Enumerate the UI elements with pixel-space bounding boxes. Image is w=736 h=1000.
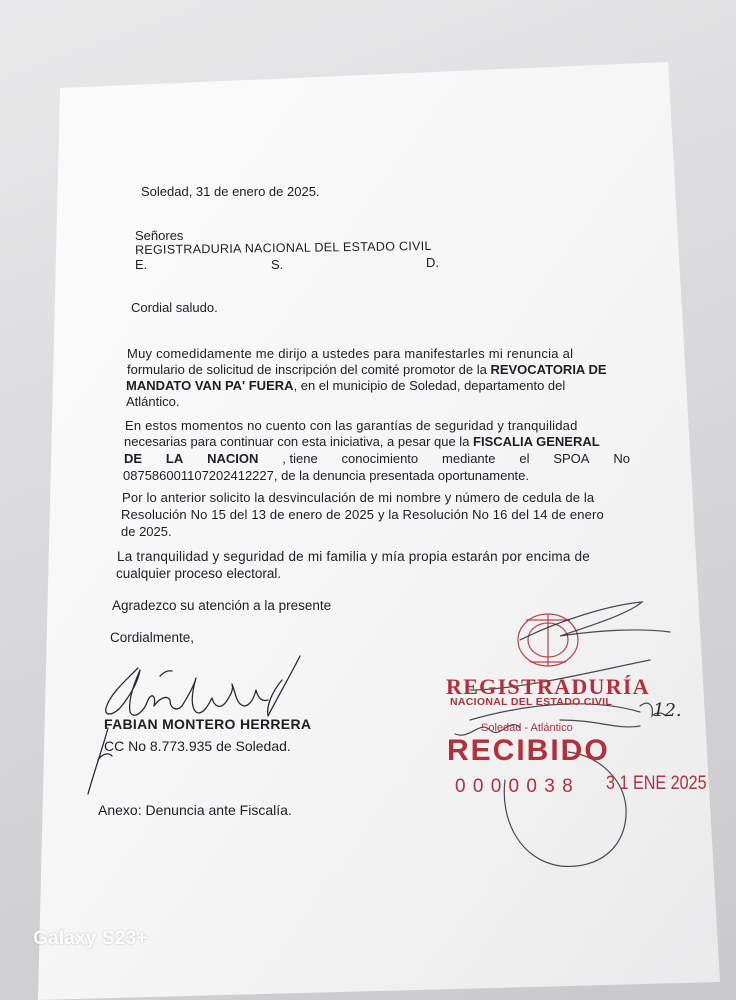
recipient-d: D. — [426, 255, 439, 270]
p2-word-el: el — [519, 451, 530, 466]
stamp-date: 3 1 ENE 2025 — [606, 773, 707, 794]
p3-line-2: Resolución No 15 del 13 de enero de 2025 y la Resolución No 16 del 14 de enero — [121, 507, 604, 522]
p1-line-2-bold: REVOCATORIA DE — [490, 362, 607, 377]
camera-watermark: Galaxy S23+ — [33, 928, 148, 949]
stamp-line-2: NACIONAL DEL ESTADO CIVIL — [450, 696, 613, 708]
p2-word-tiene: , tiene — [282, 451, 318, 466]
p2-word-de: DE — [124, 451, 143, 466]
recipient-salutation: Señores — [135, 228, 184, 243]
recipient-s: S. — [271, 257, 284, 272]
p2-line-2-text: necesarias para continuar con esta iniciativa, a pesar que la — [124, 434, 474, 449]
p1-line-3-bold: MANDATO VAN PA' FUERA — [126, 378, 294, 393]
closing-line: Cordialmente, — [110, 630, 195, 645]
p2-word-conocimiento: conocimiento — [341, 451, 419, 466]
p2-line-2-bold: FISCALIA GENERAL — [473, 434, 600, 449]
p4-line-1: La tranquilidad y seguridad de mi familia y mía propia estarán por encima de — [117, 549, 590, 564]
p2-word-la: LA — [165, 451, 184, 466]
p3-line-1: Por lo anterior solicito la desvinculación de mi nombre y número de cedula de la — [122, 490, 595, 505]
letter-date: Soledad, 31 de enero de 2025. — [141, 184, 320, 199]
stamp-number: 0 0 0 0 0 3 8 — [455, 776, 574, 797]
p2-word-mediante: mediante — [442, 451, 496, 466]
p3-line-3: de 2025. — [121, 524, 172, 539]
stamp-org: REGISTRADURÍA — [446, 674, 650, 699]
annex-line: Anexo: Denuncia ante Fiscalía. — [98, 802, 292, 818]
p4-line-2: cualquier proceso electoral. — [116, 566, 282, 581]
stamp-handwritten-note: 12. — [653, 700, 682, 721]
p1-line-1: Muy comedidamente me dirijo a ustedes para manifestarles mi renuncia al — [127, 346, 574, 361]
signer-id: CC No 8.773.935 de Soledad. — [104, 738, 291, 754]
p1-line-2-text: formulario de solicitud de inscripción del comité promotor de la — [127, 362, 491, 377]
p1-line-4: Atlántico. — [126, 394, 180, 409]
greeting: Cordial saludo. — [131, 300, 218, 315]
thanks-line: Agradezco su atención a la presente — [112, 598, 332, 613]
signer-name: FABIAN MONTERO HERRERA — [104, 716, 312, 732]
recipient-e: E. — [135, 257, 148, 272]
p1-line-3-text: , en el municipio de Soledad, departamento del — [293, 378, 566, 393]
recipient-name: REGISTRADURIA NACIONAL DEL ESTADO CIVIL — [134, 238, 432, 258]
p2-line-1: En estos momentos no cuento con las garantías de seguridad y tranquilidad — [125, 418, 578, 433]
p2-word-spoa: SPOA — [553, 451, 590, 466]
stamp-location: Soledad - Atlántico — [481, 722, 573, 734]
p2-word-no: No — [613, 451, 630, 466]
stamp-status: RECIBIDO — [447, 734, 610, 767]
p2-line-4: 087586001107202412227, de la denuncia presentada oportunamente. — [123, 468, 529, 483]
p2-word-nacion: NACION — [207, 451, 259, 466]
